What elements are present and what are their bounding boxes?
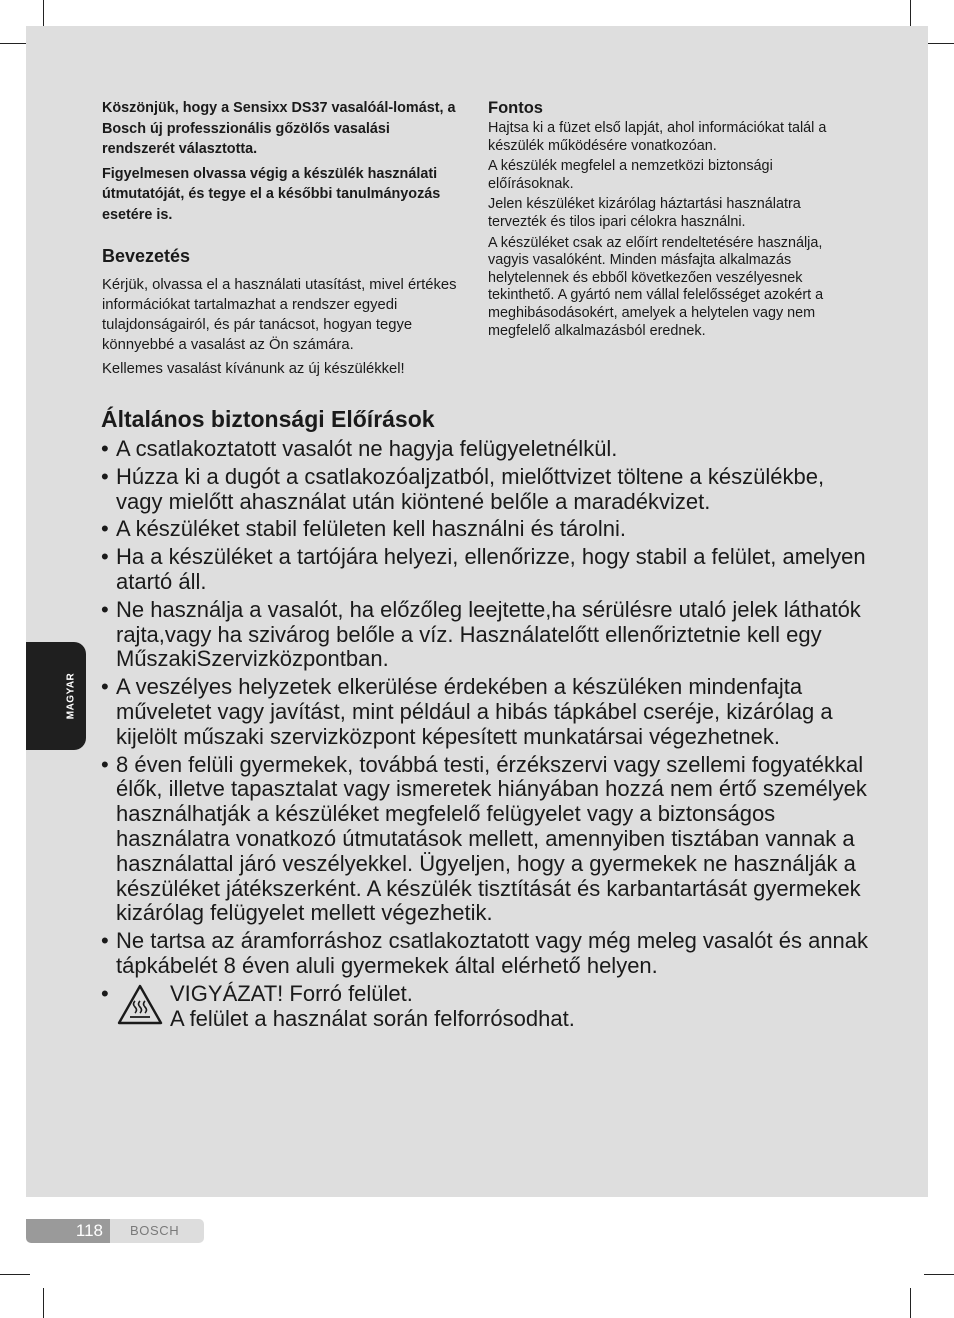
bullet-text: 8 éven felüli gyermekek, továbbá testi, érzékszervi vagy szellemi fogyatékkal élők, illetve tapasztalat vagy ismeretek hiányában hozzá nem értő személyek használhatják a készüléket megfelelő felügyelet vagy a biztonságos használatra vonatkozó útmutatások mellett, amennyiben tisztában vannak a használattal járó veszélyekkel. Ügyeljen, hogy a gyermekek ne használják a készüléket játékszerként. A készülék tisztítását és karbantartását gyermekek kizárólag felügyelet mellett végezhetik. — [116, 751, 867, 926]
bullet-text: A veszélyes helyzetek elkerülése érdekében a készüléken mindenfajta műveletet vagy javítást, mint például a hibás tápkábel cseréje, kizárólag a kijelölt műszaki szervizközpont képesített munkatársai végezhetnek. — [116, 674, 833, 749]
page-number: 118 — [75, 1221, 103, 1240]
bullet-marker: • — [101, 436, 109, 461]
bevezetes-heading: Bevezetés — [102, 245, 191, 266]
bullet-marker: • — [101, 751, 109, 777]
bullet-marker: • — [101, 544, 109, 570]
bullet-text: Ha a készüléket a tartójára helyezi, ellenőrizze, hogy stabil a felület, amelyen atartó áll. — [116, 544, 866, 594]
brand-box — [110, 1219, 204, 1243]
fontos-paragraph: Hajtsa ki a füzet első lapját, ahol információkat talál a készülék működésére vonatkozóan. — [488, 120, 827, 154]
crop-mark — [0, 1274, 30, 1275]
safety-bullet — [101, 465, 871, 515]
fontos-paragraph: A készülék megfelel a nemzetközi biztonsági előírásoknak. — [488, 158, 773, 192]
bullet-text: A csatlakoztatott vasalót ne hagyja felügyeletnélkül. — [116, 436, 618, 461]
bullet-text: Ne tartsa az áramforráshoz csatlakoztatott vagy még meleg vasalót és annak tápkábelét 8 éven aluli gyermekek által elérhető helyen. — [116, 928, 869, 978]
hot-surface-warning-icon — [116, 983, 164, 1027]
crop-mark — [924, 1274, 954, 1275]
fontos-heading: Fontos — [488, 99, 543, 117]
bullet-marker: • — [101, 596, 109, 622]
warning-line-1: VIGYÁZAT! Forró felület. — [170, 980, 413, 1006]
fontos-paragraph: Jelen készüléket kizárólag háztartási használatra tervezték és tilos ipari célokra használni. — [488, 196, 801, 230]
safety-bullet — [101, 598, 871, 672]
bullet-marker: • — [101, 980, 109, 1006]
bullet-text: Ne használja a vasalót, ha előzőleg leejtette,ha sérülésre utaló jelek láthatók rajta,vagy ha szivárog belőle a víz. Használatelőtt ellenőriztetnie kell egy MűszakiSzervizközpontban. — [116, 596, 861, 672]
bullet-marker: • — [101, 516, 109, 542]
thank-you-paragraph: Köszönjük, hogy a Sensixx DS37 vasalóál-lomást, a Bosch új professzionális gőzölős vasalási rendszerét választotta. — [102, 100, 456, 158]
language-tab-label: MAGYAR — [65, 672, 77, 720]
read-instructions-paragraph: Figyelmesen olvassa végig a készülék használati útmutatóját, és tegye el a későbbi tanulmányozás esetére is. — [102, 165, 441, 223]
bevezetes-paragraph: Kérjük, olvassa el a használati utasítást, mivel értékes információkat tartalmazhat a rendszer egyedi tulajdonságairól, és pár tanácsot, hogyan tegye könnyebbé a vasalást az Ön számára. — [102, 276, 457, 353]
fontos-column — [488, 98, 858, 343]
language-tab — [26, 642, 86, 750]
crop-mark — [910, 1288, 911, 1318]
safety-bullet — [101, 545, 871, 595]
bullet-marker: • — [101, 674, 109, 700]
crop-mark — [43, 1288, 44, 1318]
safety-bullet — [101, 929, 871, 979]
intro-column — [102, 98, 462, 383]
warning-line-2: A felület a használat során felforrósodhat. — [170, 1005, 575, 1031]
bullet-marker: • — [101, 928, 109, 954]
safety-section — [101, 403, 871, 1031]
bullet-text: Húzza ki a dugót a csatlakozóaljzatból, mielőttvizet töltene a készülékbe, vagy mielőtt ahasználat után kiöntené belőle a maradékvizet. — [116, 463, 825, 514]
bevezetes-closing: Kellemes vasalást kívánunk az új készülékkel! — [102, 360, 405, 377]
safety-bullet — [101, 675, 871, 749]
safety-bullet — [101, 517, 871, 542]
fontos-paragraph: A készüléket csak az előírt rendeltetésére használja, vagyis vasalóként. Minden másfajta alkalmazás helytelennek és ebből következően veszélyesnek tekinthető. A gyártó nem vállal felelősséget azokért a meghibásodásokért, amelyek a helytelen vagy nem megfelelő alkalmazásból erednek. — [488, 234, 824, 339]
safety-heading: Általános biztonsági Előírások — [101, 406, 435, 432]
brand-name: BOSCH — [130, 1223, 180, 1238]
page-number-box — [26, 1219, 110, 1243]
safety-bullet — [101, 437, 871, 462]
crop-mark — [924, 43, 954, 44]
safety-bullet — [101, 753, 871, 927]
hot-surface-warning — [101, 982, 871, 1032]
bullet-marker: • — [101, 463, 109, 489]
bullet-text: A készüléket stabil felületen kell használni és tárolni. — [116, 516, 626, 542]
